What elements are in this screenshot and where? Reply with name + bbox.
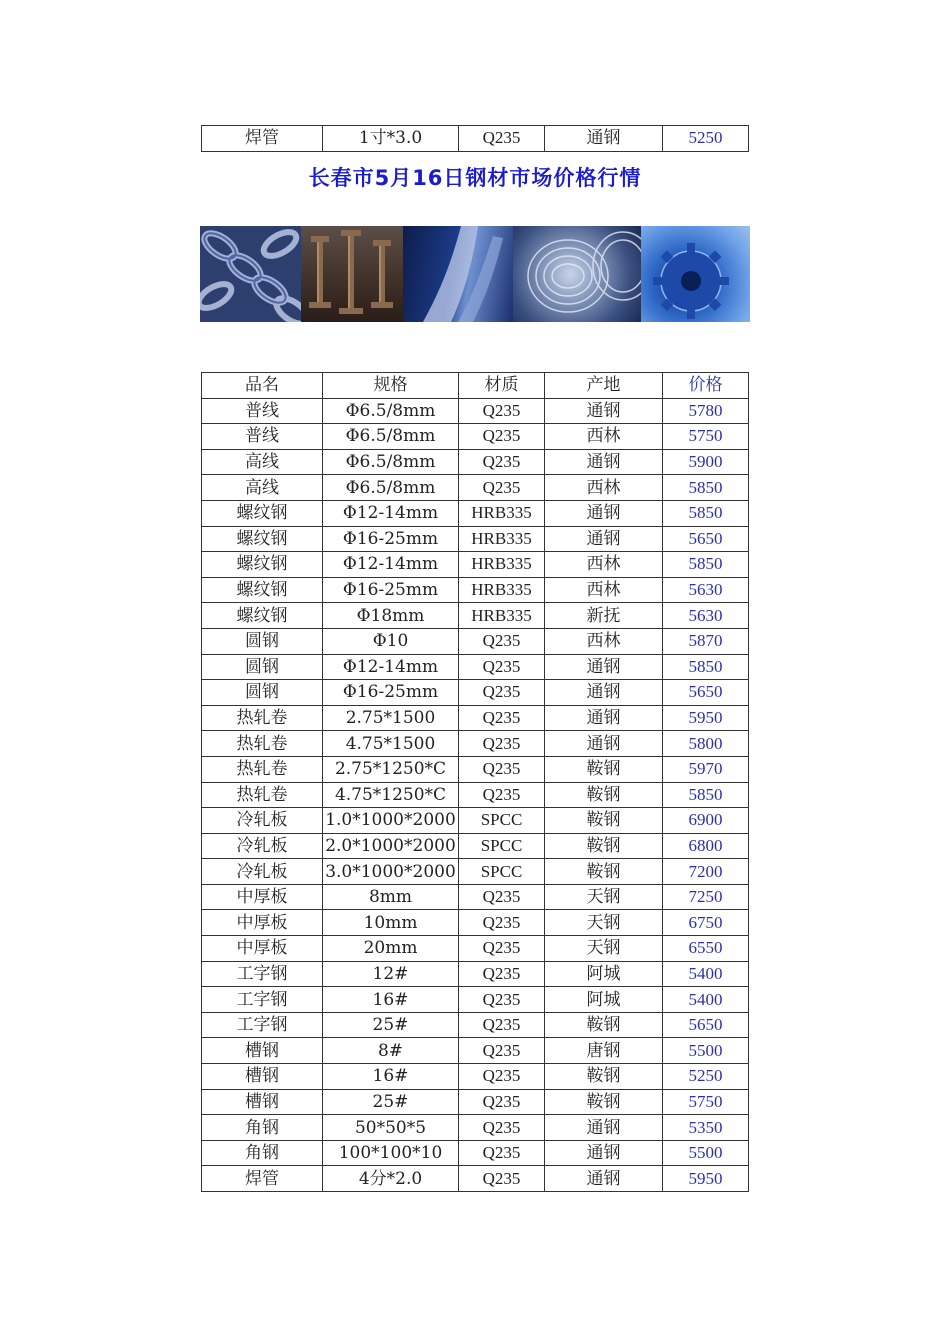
- steel-price-table: [201, 372, 749, 1192]
- product-name-cell: 中厚板: [202, 936, 323, 962]
- table-row: [202, 833, 749, 859]
- price-cell: 5870: [663, 628, 749, 654]
- spec-cell: Φ10: [323, 628, 459, 654]
- page-title: 长春市5月16日钢材市场价格行情: [308, 166, 642, 190]
- header-product-name: 品名: [202, 373, 323, 399]
- spec-cell: 1.0*1000*2000: [323, 808, 459, 834]
- spec-cell: Φ12-14mm: [323, 552, 459, 578]
- spec-cell: 25#: [323, 1089, 459, 1115]
- spec-cell: Φ18mm: [323, 603, 459, 629]
- origin-cell: 鞍钢: [545, 859, 663, 885]
- material-cell: HRB335: [459, 552, 545, 578]
- origin-cell: 通钢: [545, 126, 663, 152]
- material-cell: Q235: [459, 1140, 545, 1166]
- product-name-cell: 槽钢: [202, 1089, 323, 1115]
- header-material: 材质: [459, 373, 545, 399]
- spec-cell: 25#: [323, 1012, 459, 1038]
- material-cell: Q235: [459, 1038, 545, 1064]
- origin-cell: 天钢: [545, 936, 663, 962]
- origin-cell: 通钢: [545, 654, 663, 680]
- material-cell: Q235: [459, 731, 545, 757]
- product-name-cell: 工字钢: [202, 987, 323, 1013]
- table-row: [202, 654, 749, 680]
- table-row: [202, 884, 749, 910]
- table-body: [202, 398, 749, 1191]
- origin-cell: 通钢: [545, 526, 663, 552]
- price-cell: 5850: [663, 500, 749, 526]
- price-cell: 5650: [663, 526, 749, 552]
- product-name-cell: 热轧卷: [202, 731, 323, 757]
- price-cell: 5500: [663, 1140, 749, 1166]
- table-header-row: [202, 373, 749, 399]
- spec-cell: 16#: [323, 987, 459, 1013]
- spec-cell: 2.0*1000*2000: [323, 833, 459, 859]
- material-cell: Q235: [459, 628, 545, 654]
- material-cell: Q235: [459, 449, 545, 475]
- spec-cell: Φ6.5/8mm: [323, 398, 459, 424]
- product-name-cell: 冷轧板: [202, 808, 323, 834]
- product-name-cell: 焊管: [202, 1166, 323, 1192]
- product-name-cell: 圆钢: [202, 654, 323, 680]
- material-cell: Q235: [459, 654, 545, 680]
- material-cell: Q235: [459, 1064, 545, 1090]
- origin-cell: 西林: [545, 628, 663, 654]
- price-cell: 5850: [663, 654, 749, 680]
- origin-cell: 通钢: [545, 1140, 663, 1166]
- material-cell: Q235: [459, 910, 545, 936]
- price-cell: 5250: [663, 126, 749, 152]
- table-row: [202, 552, 749, 578]
- price-cell: 7200: [663, 859, 749, 885]
- origin-cell: 西林: [545, 424, 663, 450]
- product-name-cell: 普线: [202, 398, 323, 424]
- spec-cell: 1寸*3.0: [323, 126, 459, 152]
- origin-cell: 鞍钢: [545, 1012, 663, 1038]
- price-cell: 5780: [663, 398, 749, 424]
- material-cell: HRB335: [459, 500, 545, 526]
- material-cell: Q235: [459, 424, 545, 450]
- product-name-cell: 螺纹钢: [202, 500, 323, 526]
- material-cell: Q235: [459, 961, 545, 987]
- material-cell: Q235: [459, 705, 545, 731]
- material-cell: Q235: [459, 398, 545, 424]
- material-cell: HRB335: [459, 603, 545, 629]
- table-row: [202, 782, 749, 808]
- spec-cell: 2.75*1250*C: [323, 756, 459, 782]
- product-name-cell: 焊管: [202, 126, 323, 152]
- wire-coil-image: [513, 226, 641, 322]
- origin-cell: 通钢: [545, 705, 663, 731]
- product-name-cell: 槽钢: [202, 1064, 323, 1090]
- table-row: [202, 475, 749, 501]
- material-cell: Q235: [459, 884, 545, 910]
- material-cell: Q235: [459, 475, 545, 501]
- material-cell: Q235: [459, 936, 545, 962]
- price-cell: 5400: [663, 987, 749, 1013]
- product-name-cell: 工字钢: [202, 1012, 323, 1038]
- product-name-cell: 高线: [202, 475, 323, 501]
- origin-cell: 鞍钢: [545, 1089, 663, 1115]
- chain-image: [200, 226, 301, 322]
- table-row: [202, 424, 749, 450]
- material-cell: SPCC: [459, 833, 545, 859]
- material-cell: HRB335: [459, 577, 545, 603]
- spec-cell: Φ12-14mm: [323, 500, 459, 526]
- origin-cell: 西林: [545, 552, 663, 578]
- price-cell: 6900: [663, 808, 749, 834]
- steel-banner-image: [200, 226, 750, 322]
- product-name-cell: 螺纹钢: [202, 526, 323, 552]
- origin-cell: 天钢: [545, 884, 663, 910]
- origin-cell: 鞍钢: [545, 756, 663, 782]
- product-name-cell: 螺纹钢: [202, 577, 323, 603]
- spec-cell: Φ12-14mm: [323, 654, 459, 680]
- spec-cell: 8#: [323, 1038, 459, 1064]
- spec-cell: Φ16-25mm: [323, 577, 459, 603]
- spec-cell: 4.75*1500: [323, 731, 459, 757]
- product-name-cell: 冷轧板: [202, 859, 323, 885]
- header-price: 价格: [663, 373, 749, 399]
- origin-cell: 鞍钢: [545, 833, 663, 859]
- spec-cell: 16#: [323, 1064, 459, 1090]
- price-cell: 5500: [663, 1038, 749, 1064]
- price-cell: 5350: [663, 1115, 749, 1141]
- origin-cell: 通钢: [545, 1166, 663, 1192]
- origin-cell: 西林: [545, 475, 663, 501]
- spec-cell: Φ6.5/8mm: [323, 449, 459, 475]
- steel-sheet-image: [403, 226, 513, 322]
- price-cell: 5970: [663, 756, 749, 782]
- material-cell: SPCC: [459, 808, 545, 834]
- price-cell: 6800: [663, 833, 749, 859]
- material-cell: Q235: [459, 1089, 545, 1115]
- table-row: [202, 1064, 749, 1090]
- product-name-cell: 圆钢: [202, 628, 323, 654]
- material-cell: Q235: [459, 1115, 545, 1141]
- price-cell: 5750: [663, 424, 749, 450]
- material-cell: Q235: [459, 126, 545, 152]
- origin-cell: 通钢: [545, 500, 663, 526]
- table-row: [202, 987, 749, 1013]
- product-name-cell: 角钢: [202, 1140, 323, 1166]
- product-name-cell: 高线: [202, 449, 323, 475]
- spec-cell: Φ16-25mm: [323, 526, 459, 552]
- table-row: [202, 603, 749, 629]
- price-cell: 5250: [663, 1064, 749, 1090]
- table-row: [202, 808, 749, 834]
- table-row: [202, 577, 749, 603]
- material-cell: Q235: [459, 1012, 545, 1038]
- table-row: [202, 126, 749, 152]
- origin-cell: 天钢: [545, 910, 663, 936]
- origin-cell: 新抚: [545, 603, 663, 629]
- product-name-cell: 中厚板: [202, 910, 323, 936]
- price-cell: 5850: [663, 475, 749, 501]
- origin-cell: 唐钢: [545, 1038, 663, 1064]
- spec-cell: 4分*2.0: [323, 1166, 459, 1192]
- spec-cell: 100*100*10: [323, 1140, 459, 1166]
- price-cell: 5750: [663, 1089, 749, 1115]
- price-cell: 5650: [663, 1012, 749, 1038]
- material-cell: SPCC: [459, 859, 545, 885]
- material-cell: Q235: [459, 680, 545, 706]
- price-cell: 5650: [663, 680, 749, 706]
- table-row: [202, 756, 749, 782]
- price-cell: 5630: [663, 577, 749, 603]
- product-name-cell: 热轧卷: [202, 705, 323, 731]
- price-cell: 5800: [663, 731, 749, 757]
- spec-cell: 4.75*1250*C: [323, 782, 459, 808]
- table-row: [202, 1115, 749, 1141]
- table-row: [202, 500, 749, 526]
- origin-cell: 鞍钢: [545, 808, 663, 834]
- material-cell: Q235: [459, 1166, 545, 1192]
- price-cell: 5850: [663, 552, 749, 578]
- price-cell: 6550: [663, 936, 749, 962]
- table-row: [202, 526, 749, 552]
- product-name-cell: 普线: [202, 424, 323, 450]
- origin-cell: 通钢: [545, 680, 663, 706]
- product-name-cell: 螺纹钢: [202, 603, 323, 629]
- spec-cell: Φ16-25mm: [323, 680, 459, 706]
- origin-cell: 通钢: [545, 1115, 663, 1141]
- spec-cell: 10mm: [323, 910, 459, 936]
- header-origin: 产地: [545, 373, 663, 399]
- spec-cell: Φ6.5/8mm: [323, 424, 459, 450]
- origin-cell: 通钢: [545, 731, 663, 757]
- table-row: [202, 859, 749, 885]
- origin-cell: 阿城: [545, 961, 663, 987]
- product-name-cell: 热轧卷: [202, 782, 323, 808]
- spec-cell: 8mm: [323, 884, 459, 910]
- table-row: [202, 1140, 749, 1166]
- product-name-cell: 热轧卷: [202, 756, 323, 782]
- table-row: [202, 398, 749, 424]
- spec-cell: 50*50*5: [323, 1115, 459, 1141]
- table-row: [202, 961, 749, 987]
- spec-cell: 2.75*1500: [323, 705, 459, 731]
- table-row: [202, 1166, 749, 1192]
- price-cell: 5630: [663, 603, 749, 629]
- price-cell: 5900: [663, 449, 749, 475]
- table-row: [202, 910, 749, 936]
- price-cell: 6750: [663, 910, 749, 936]
- product-name-cell: 中厚板: [202, 884, 323, 910]
- header-spec: 规格: [323, 373, 459, 399]
- origin-cell: 鞍钢: [545, 782, 663, 808]
- table-row: [202, 680, 749, 706]
- origin-cell: 鞍钢: [545, 1064, 663, 1090]
- table-row: [202, 936, 749, 962]
- spec-cell: 12#: [323, 961, 459, 987]
- previous-price-table: [201, 125, 749, 152]
- rail-image: [301, 226, 403, 322]
- spec-cell: 3.0*1000*2000: [323, 859, 459, 885]
- price-cell: 5950: [663, 1166, 749, 1192]
- material-cell: Q235: [459, 987, 545, 1013]
- product-name-cell: 工字钢: [202, 961, 323, 987]
- product-name-cell: 槽钢: [202, 1038, 323, 1064]
- table-row: [202, 705, 749, 731]
- origin-cell: 通钢: [545, 398, 663, 424]
- table-row: [202, 1038, 749, 1064]
- material-cell: HRB335: [459, 526, 545, 552]
- origin-cell: 阿城: [545, 987, 663, 1013]
- product-name-cell: 螺纹钢: [202, 552, 323, 578]
- table-row: [202, 731, 749, 757]
- product-name-cell: 圆钢: [202, 680, 323, 706]
- material-cell: Q235: [459, 756, 545, 782]
- table-row: [202, 1012, 749, 1038]
- origin-cell: 西林: [545, 577, 663, 603]
- product-name-cell: 冷轧板: [202, 833, 323, 859]
- price-cell: 7250: [663, 884, 749, 910]
- table-row: [202, 1089, 749, 1115]
- price-cell: 5400: [663, 961, 749, 987]
- gear-image: [641, 226, 750, 322]
- table-row: [202, 628, 749, 654]
- product-name-cell: 角钢: [202, 1115, 323, 1141]
- price-cell: 5850: [663, 782, 749, 808]
- spec-cell: 20mm: [323, 936, 459, 962]
- table-row: [202, 449, 749, 475]
- price-cell: 5950: [663, 705, 749, 731]
- spec-cell: Φ6.5/8mm: [323, 475, 459, 501]
- material-cell: Q235: [459, 782, 545, 808]
- origin-cell: 通钢: [545, 449, 663, 475]
